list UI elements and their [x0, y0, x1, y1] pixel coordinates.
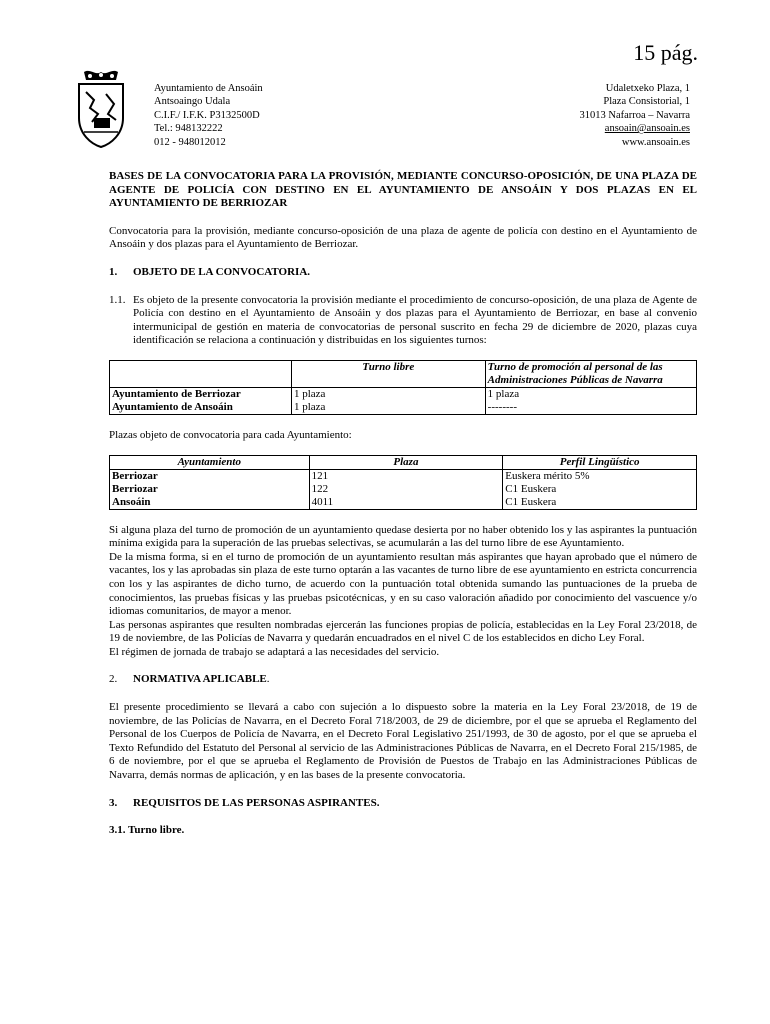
- header-right-line: Udaletxeko Plaza, 1: [605, 83, 690, 94]
- table-header: Perfil Lingüístico: [503, 455, 697, 469]
- item-1-1: 1.1. Es objeto de la presente convocatoria la provisión mediante el procedimiento de concurso-oposición, de una plaza de Agente de Policía con destino en el Ayuntamiento de Ansoáin y dos plazas para el Ayuntamiento de Berriozar, en base al convenio intermunicipal de gestión en materia de convocatorias de personal suscrito en fecha 29 de diciembre de 2020, plazas cuya identificación se relaciona a continuación y distribuidas en los siguientes turnos:: [109, 293, 697, 347]
- paragraph: Las personas aspirantes que resulten nombradas ejercerán las funciones propias de policía, establecidas en la Ley Foral 23/2018, de 19 de noviembre, de las Policías de Navarra y quedarán encuadrados en el nivel C de los establecidos en dicho Ley Foral.: [109, 618, 697, 645]
- table-row: Berriozar 122 C1 Euskera: [110, 483, 697, 496]
- table-header: Ayuntamiento: [110, 455, 310, 469]
- header-left-line: C.I.F./ I.F.K. P3132500D: [154, 109, 260, 121]
- table-row: Ayuntamiento de Ansoáin 1 plaza --------: [110, 401, 697, 415]
- table-header: Plaza: [309, 455, 503, 469]
- plazas-table: [109, 455, 697, 510]
- paragraph: De la misma forma, si en el turno de promoción de un ayuntamiento resultan más aspirantes que hayan aprobado que el número de vacantes, los y las aprobadas sin plaza de este turno optarán a las vacantes de turno libre de ese ayuntamiento en estricta concurrencia con los y las aspirantes de dicho turno, de acuerdo con la puntuación total obtenida sumando las puntuaciones de la prueba de conocimientos, las pruebas físicas y las pruebas psicotécnicas, y en su caso valoración añadido por conocimiento del vascuence y/o idiomas comunitarios, de mayor a menor.: [109, 550, 697, 618]
- table-header: Turno libre: [291, 360, 485, 387]
- paragraph-normativa: El presente procedimiento se llevará a cabo con sujeción a lo dispuesto sobre la materia en la Ley Foral 23/2018, de 19 de noviembre, de las Policías de Navarra, en el Decreto Foral 718/2003, de 29 de diciembre, por el que se aprueba el Reglamento del Personal de los Cuerpos de Policía de Navarra, en el Decreto Foral Legislativo 251/1993, de 30 de agosto, por el que se aprueba el Texto Refundido del Estatuto del Personal al servicio de las Administraciones Públicas de Navarra, en el Decreto Foral 215/1985, de 6 de noviembre, por el que se aprueba el Reglamento de Provisión de Puestos de Trabajo en las Administraciones Públicas de Navarra, demás normas de aplicación, y en las bases de la presente convocatoria.: [109, 701, 697, 782]
- website-link[interactable]: www.ansoain.es: [621, 136, 690, 148]
- header-right-line: 31013 Nafarroa – Navarra: [579, 109, 690, 121]
- table-header: Turno de promoción al personal de las Administraciones Públicas de Navarra: [485, 360, 696, 387]
- paragraph: Si alguna plaza del turno de promoción de un ayuntamiento quedase desierta por no haber obtenido los y las aspirantes la puntuación mínima exigida para la superación de las pruebas selectivas, se acumularán a las del turno libre de ese Ayuntamiento.: [109, 523, 697, 550]
- header-left-line: Tel.: 948132222: [154, 123, 223, 135]
- section-3-heading: 3. REQUISITOS DE LAS PERSONAS ASPIRANTES.: [109, 796, 380, 809]
- header-left-line: 012 - 948012012: [154, 136, 226, 148]
- table-row: Berriozar 121 Euskera mérito 5%: [110, 469, 697, 483]
- email-link[interactable]: ansoain@ansoain.es: [604, 123, 690, 135]
- header-left-address: [154, 82, 263, 149]
- section-3-1-heading: 3.1. Turno libre.: [109, 824, 185, 837]
- section-2-heading: 2. NORMATIVA APLICABLE.: [109, 673, 270, 686]
- table-row: Ansoáin 4011 C1 Euskera: [110, 496, 697, 510]
- document-title: BASES DE LA CONVOCATORIA PARA LA PROVISIÓN, MEDIANTE CONCURSO-OPOSICIÓN, DE UNA PLAZA DE AGENTE DE POLICÍA CON DESTINO EN EL AYUNTAMIENTO DE ANSOÁIN Y DOS PLAZAS EN EL AYUNTAMIENTO DE BERRIOZAR: [109, 170, 697, 210]
- table-header: [110, 360, 292, 387]
- table2-caption: Plazas objeto de convocatoria para cada Ayuntamiento:: [109, 428, 352, 441]
- intro-paragraph: Convocatoria para la provisión, mediante concurso-oposición de una plaza de agente de policía con destino en el Ayuntamiento de Ansoáin y dos plazas para el Ayuntamiento de Berriozar.: [109, 224, 697, 251]
- turnos-table: [109, 360, 697, 415]
- document-body: [109, 170, 697, 838]
- header-right-line: Plaza Consistorial, 1: [603, 96, 690, 108]
- header-left-line: Antsoaingo Udala: [154, 96, 231, 108]
- table-row: Ayuntamiento de Berriozar 1 plaza 1 plaza: [110, 387, 697, 401]
- header-left-line: Ayuntamiento de Ansoáin: [154, 83, 263, 94]
- paragraph: El régimen de jornada de trabajo se adaptará a las necesidades del servicio.: [109, 645, 440, 658]
- section-1-heading: 1. OBJETO DE LA CONVOCATORIA.: [109, 265, 311, 278]
- coat-of-arms-logo: [76, 70, 126, 148]
- header-right-address: [580, 82, 691, 149]
- page-number: 15 pág.: [633, 40, 698, 65]
